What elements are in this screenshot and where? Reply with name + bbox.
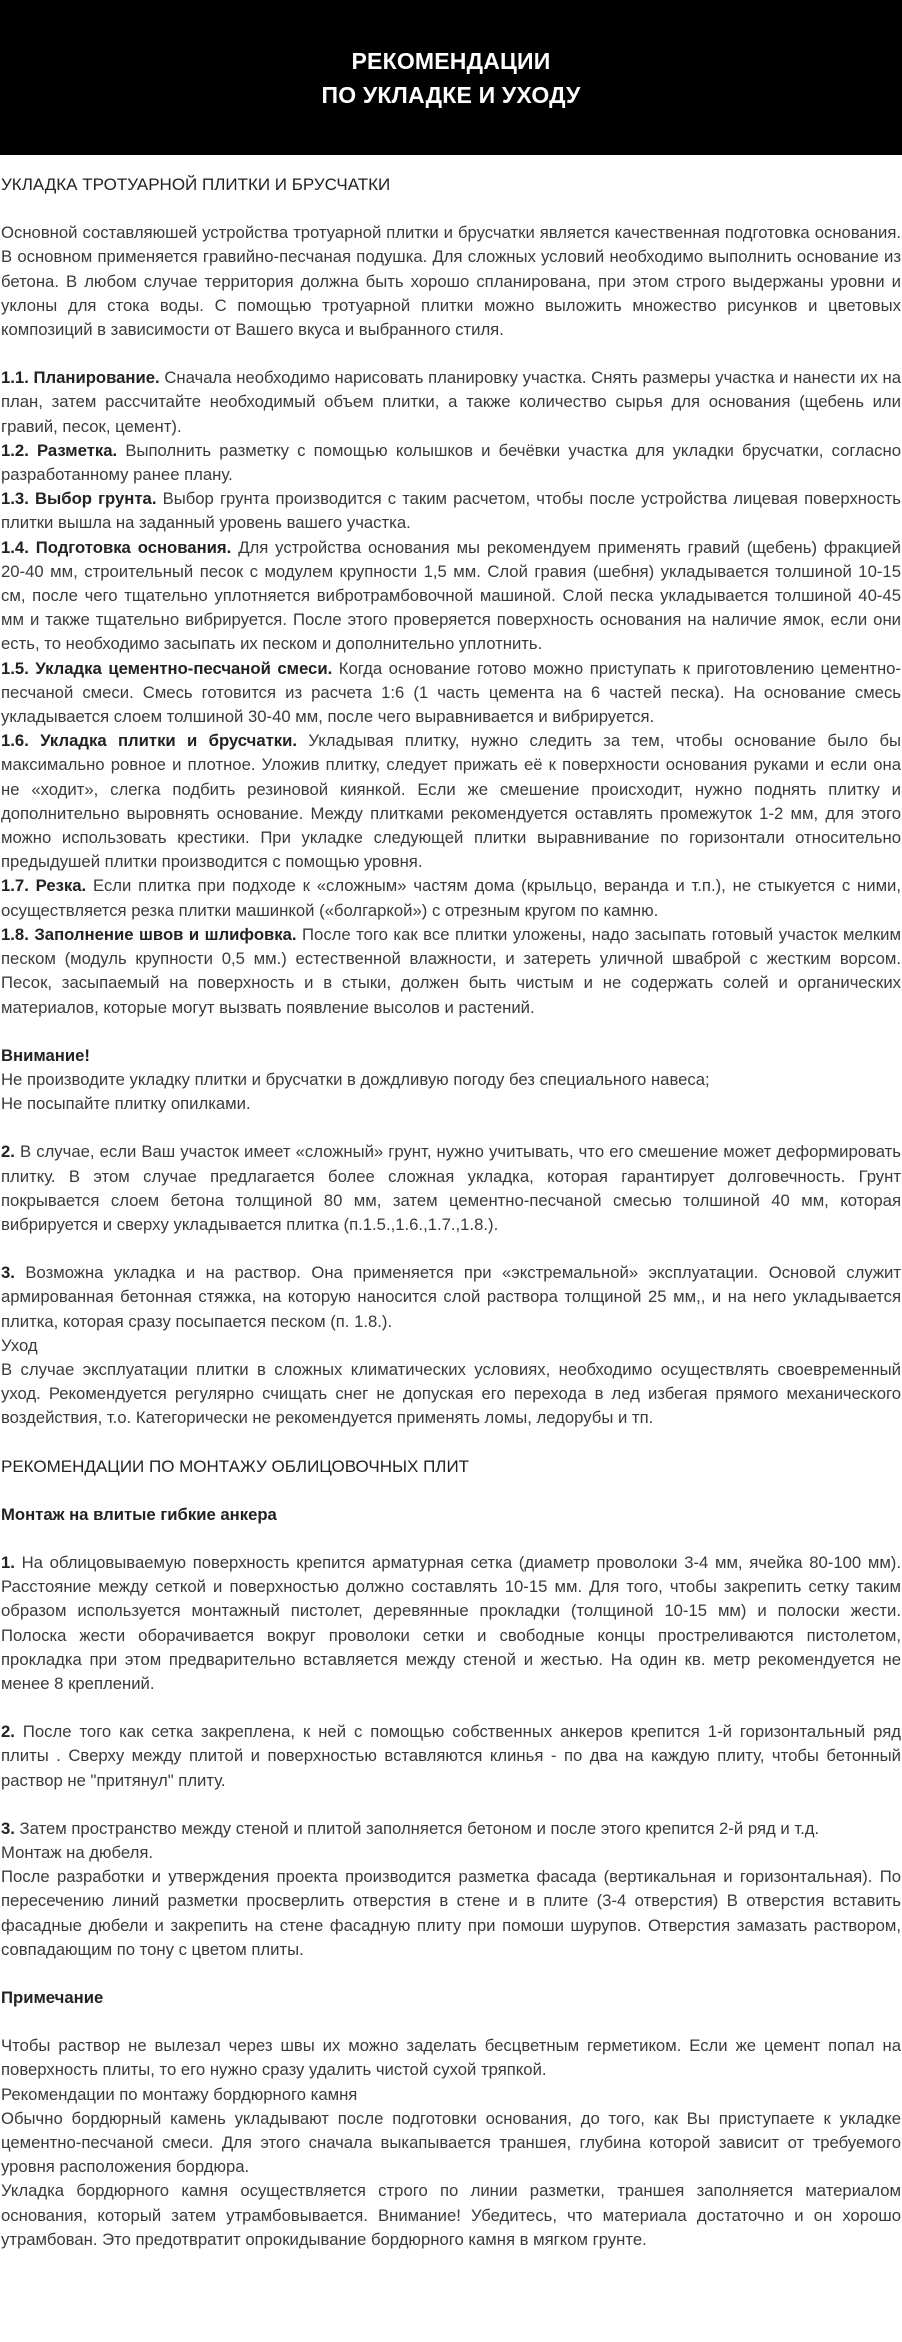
border-paragraph: Обычно бордюрный камень укладывают после подготовки основания, до того, как Вы приступаете к укладке цементно-песчаной смеси. Для этого сначала выкапывается траншея, глубина которой зависит от требуемого уровня расположения бордюра.	[1, 2108, 901, 2177]
paragraph-number: 2.	[1, 1722, 15, 1742]
care-heading: Уход	[1, 1335, 38, 1355]
steps-list	[1, 366, 901, 1019]
step-label: 1.4. Подготовка основания.	[1, 537, 232, 557]
step-item	[1, 729, 901, 874]
paragraph-3	[1, 1261, 901, 1334]
step-label: 1.5. Укладка цементно-песчаной смеси.	[1, 658, 333, 678]
step-text: Если плитка при подходе к «сложным» частям дома (крыльцо, веранда и т.п.), не стыкуется с ними, осуществляется резка плитки машинкой («болгаркой») с отрезным кругом по камню.	[1, 876, 902, 920]
border-paragraph: Укладка бордюрного камня осуществляется строго по линии разметки, траншея заполняется материалом основания, который затем утрамбовывается. Внимание! Убедитесь, что материала достаточно и он хорошо утрамбован. Это предотвратит опрокидывание бордюрного камня в мягком грунте.	[1, 2181, 901, 2249]
dowel-heading: Монтаж на дюбеля.	[1, 1842, 154, 1862]
paragraph-cladding-2	[1, 1720, 901, 1793]
section-heading-cladding: РЕКОМЕНДАЦИИ ПО МОНТАЖУ ОБЛИЦОВОЧНЫХ ПЛИТ	[1, 1456, 470, 1476]
step-label: 1.7. Резка.	[1, 876, 87, 896]
section-heading-paving: УКЛАДКА ТРОТУАРНОЙ ПЛИТКИ И БРУСЧАТКИ	[1, 175, 391, 194]
paragraph-text: В случае, если Ваш участок имеет «сложный» грунт, нужно учитывать, что его смешение может деформировать плитку. В этом случае предлагается более сложная укладка, которая гарантирует долговечность. Грунт покрывается слоем бетона толщиной 80 мм, затем цементно-песчаной смесью толшиной 40 мм, которая вибрируется и сверху укладывается плитка (п.1.5.,1.6.,1.7.,1.8.).	[1, 1142, 901, 1234]
border-heading: Рекомендации по монтажу бордюрного камня	[1, 2084, 358, 2104]
step-label: 1.1. Планирование.	[1, 368, 160, 388]
step-text: Выполнить разметку с помощью колышков и бечёвки участка для укладки брусчатки, согласно разработанному ранее плану.	[1, 440, 902, 485]
banner-title-line2: ПО УКЛАДКЕ И УХОДУ	[321, 81, 581, 108]
paragraph-cladding-3	[1, 1817, 901, 1841]
step-label: 1.2. Разметка.	[1, 440, 118, 460]
step-label: 1.6. Укладка плитки и брусчатки.	[1, 731, 298, 751]
note-paragraph: Чтобы раствор не вылезал через швы их можно заделать бесцветным герметиком. Если же цемент попал на поверхность плиты, то его нужно сразу удалить чистой сухой тряпкой.	[1, 2036, 901, 2080]
attention-heading: Внимание!	[1, 1045, 90, 1065]
paragraph-number: 1.	[1, 1552, 15, 1572]
paragraph-number: 2.	[1, 1142, 15, 1162]
step-item	[1, 439, 901, 487]
step-label: 1.3. Выбор грунта.	[1, 489, 157, 509]
step-text: Укладывая плитку, нужно следить за тем, чтобы основание было бы максимально ровное и плотное. Уложив плитку, следует прижать её к поверхности основания руками и если она не «ходит», слегка подбить резиновой киянкой. Если же смешение происходит, нужно поднять плитку и дополнительно выровнять основание. Между плитками рекомендуется оставлять промежуток 1-2 мм, для этого можно использовать крестики. При укладке следующей плитки выравнивание по горизонтали относительно предыдушей плитки производится с помощью уровня.	[1, 731, 902, 872]
step-item	[1, 536, 901, 657]
paragraph-2	[1, 1140, 901, 1237]
subheading-anchors: Монтаж на влитые гибкие анкера	[1, 1504, 277, 1524]
care-paragraph: В случае эксплуатации плитки в сложных климатических условиях, необходимо осуществлять своевременный уход. Рекомендуется регулярно счищать снег не допуская его перехода в лед избегая прямого механического воздействия, т.о. Категорически не рекомендуется применять ломы, ледорубы и тп.	[1, 1359, 901, 1428]
paragraph-text: Возможна укладка и на раствор. Она применяется при «экстремальной» эксплуатации. Основой служит армированная бетонная стяжка, на которую наносится слой раствора толщиной 25 мм,, и на него укладывается плитка, которая сразу посыпается песком (п. 1.8.).	[1, 1263, 901, 1331]
intro-paragraph: Основной составляюшей устройства тротуарной плитки и брусчатки является качественная подготовка основания. В основном применяется гравийно-песчаная подушка. Для сложных условий необходимо выполнить основание из бетона. В любом случае территория должна быть хорошо спланирована, при этом строго выдержаны уровни и уклоны для стока воды. С помощью тротуарной плитки можно выложить множество рисунков и цветовых композиций в зависимости от Вашего вкуса и выбранного стиля.	[1, 223, 901, 340]
dowel-paragraph: После разработки и утверждения проекта производится разметка фасада (вертикальная и горизонтальная). По пересечению линий разметки просверлить отверстия в стене и в плите (3-4 отверстия) В отверстия вставить фасадные дюбели и закрепить на стене фасадную плиту при помоши шурупов. Отверстия замазать раствором, совпадающим по тону с цветом плиты.	[1, 1867, 901, 1959]
title-banner	[0, 0, 902, 155]
paragraph-text: На облицовываемую поверхность крепится арматурная сетка (диаметр проволоки 3-4 мм, ячейка 80-100 мм). Расстояние между сеткой и поверхностью должно составлять 10-15 мм. Для того, чтобы закрепить сетку таким образом используется монтажный пистолет, деревянные прокладки (толщиной 10-15 мм) и полоски жести. Полоска жести оборачивается вокруг проволоки сетки и свободные концы простреливаются пистолетом, прокладка при этом предварительно вставляется между стеной и жестью. На один кв. метр рекомендуется не менее 8 креплений.	[1, 1552, 901, 1693]
step-text: Выбор грунта производится с таким расчетом, чтобы после устройства лицевая поверхность плитки вышла на заданный уровень вашего участка.	[1, 489, 901, 533]
step-text: Для устройства основания мы рекомендуем применять гравий (щебень) фракцией 20-40 мм, строительный песок с модулем крупности 1,5 мм. Слой гравия (шебня) укладывается толшиной 10-15 см, после чего тщательно уплотняется вибротрамбовочной машиной. Слой песка укладывается толшиной 40-45 мм и также тщательно вибрируется. После этого проверяется поверхность основания на наличие ямок, если они есть, то необходимо засыпать их песком и дополнительно уплотнить.	[1, 537, 901, 654]
note-heading: Примечание	[1, 1988, 104, 2007]
step-item	[1, 487, 901, 535]
paragraph-cladding-1	[1, 1551, 901, 1696]
step-text: Сначала необходимо нарисовать планировку участка. Снять размеры участка и нанести их на план, затем рассчитайте необходимый объем плитки, а также количество сырья для основания (щебень или гравий, песок, цемент).	[1, 368, 901, 436]
step-text: Когда основание готово можно приступать к приготовлению цементно-песчаной смеси. Смесь готовится из расчета 1:6 (1 часть цемента на 6 частей песка). На основание смесь укладывается слоем толшиной 30-40 мм, после чего выравнивается и вибрируется.	[1, 658, 901, 727]
step-item	[1, 923, 901, 1020]
paragraph-text: Затем пространство между стеной и плитой заполняется бетоном и после этого крепится 2-й ряд и т.д.	[14, 1818, 820, 1838]
paragraph-number: 3.	[1, 1263, 15, 1283]
step-text: После того как все плитки уложены, надо засыпать готовый участок мелким песком (модуль крупности 0,5 мм.) естественной влажности, и затереть уличной шваброй с жестким ворсом. Песок, засыпаемый на поверхность и в стыки, должен быть чистым и не содержать солей и органических материалов, которые могут вызвать появление высолов и растений.	[1, 924, 901, 1017]
paragraph-number: 3.	[1, 1818, 15, 1838]
paragraph-text: После того как сетка закреплена, к ней с помощью собственных анкеров крепится 1-й горизонтальный ряд плиты . Сверху между плитой и поверхностью вставляются клинья - по два на каждую плиту, чтобы бетонный раствор не "притянул" плиту.	[1, 1722, 901, 1790]
step-label: 1.8. Заполнение швов и шлифовка.	[1, 924, 297, 944]
step-item	[1, 366, 901, 439]
attention-line: Не посыпайте плитку опилками.	[1, 1094, 251, 1114]
attention-line: Не производите укладку плитки и брусчатки в дождливую погоду без специального навеса;	[1, 1069, 710, 1089]
step-item	[1, 874, 901, 922]
banner-title-line1: РЕКОМЕНДАЦИИ	[351, 47, 551, 74]
step-item	[1, 657, 901, 730]
article-body	[0, 155, 901, 2252]
